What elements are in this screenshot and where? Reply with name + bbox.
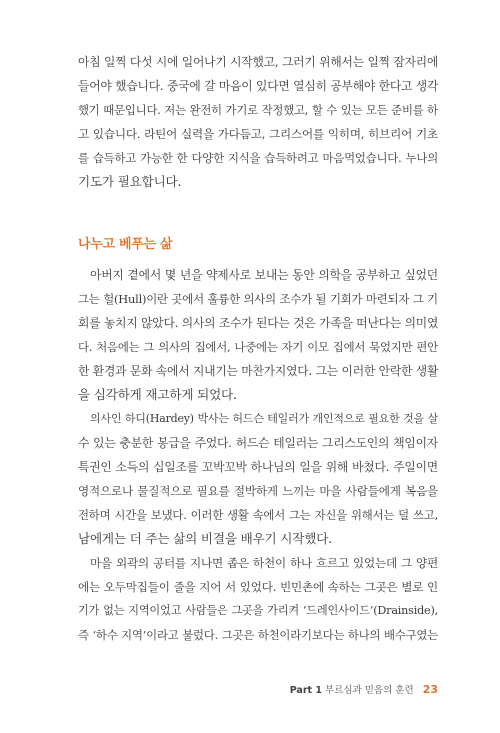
text-line: 고 있습니다. 라틴어 실력을 가다듬고, 그리스어를 익히며, 히브리어 기초 bbox=[78, 127, 438, 141]
text-line: 전하며 시간을 보냈다. 이러한 생활 속에서 그는 자신을 위해서는 덜 쓰고, bbox=[78, 508, 438, 522]
text-line: 에는 오두막집들이 줄을 지어 서 있었다. 빈민촌에 속하는 그곳은 별로 인 bbox=[78, 580, 438, 594]
text-line: 기도가 필요합니다. bbox=[78, 174, 182, 189]
text-line: 특권인 소득의 십일조를 꼬박꼬박 하나님의 일을 위해 바쳤다. 주일이면 bbox=[78, 460, 438, 474]
text-line: 영적으로나 물질적으로 필요를 절박하게 느끼는 마을 사람들에게 복음을 bbox=[78, 484, 438, 498]
page-footer bbox=[290, 682, 438, 696]
text-line: 회를 놓치지 않았다. 의사의 조수가 된다는 것은 가족을 떠난다는 의미였 bbox=[78, 316, 439, 330]
section-heading: 나누고 베푸는 삶 bbox=[78, 237, 173, 252]
text-line: 을 심각하게 재고하게 되었다. bbox=[78, 387, 237, 402]
text-line: 다. 처음에는 그 의사의 집에서, 나중에는 자기 이모 집에서 묵었지만 편안 bbox=[78, 340, 438, 354]
text-line: 마을 외곽의 공터를 지나면 좁은 하천이 하나 흐르고 있었는데 그 양편 bbox=[90, 556, 438, 570]
text-line: 아버지 곁에서 몇 년을 약제사로 보내는 동안 의학을 공부하고 싶었던 bbox=[90, 268, 438, 282]
page-number: 23 bbox=[422, 683, 438, 696]
footer-chapter-title: 부르심과 믿음의 훈련 bbox=[325, 685, 414, 696]
text-line: 수 있는 충분한 봉급을 주었다. 허드슨 테일러는 그리스도인의 책임이자 bbox=[78, 436, 438, 450]
text-line: 의사인 하디(Hardey) 박사는 허드슨 테일러가 개인적으로 필요한 것을 살 bbox=[90, 412, 438, 425]
text-line: 를 습득하고 가능한 한 다양한 지식을 습득하려고 마음먹었습니다. 누나의 bbox=[78, 151, 438, 165]
text-line: 기가 없는 지역이었고 사람들은 그곳을 가리켜 ‘드레인사이드’(Drainside), bbox=[78, 604, 438, 617]
text-line: 한 환경과 문화 속에서 지내기는 마찬가지였다. 그는 이러한 안락한 생활 bbox=[78, 364, 439, 378]
text-line: 했기 때문입니다. 저는 완전히 가기로 작정했고, 할 수 있는 모든 준비를 하 bbox=[78, 103, 438, 117]
text-line: 아침 일찍 다섯 시에 일어나기 시작했고, 그러기 위해서는 일찍 잠자리에 bbox=[78, 55, 439, 69]
text-line: 즉 ‘하수 지역’이라고 불렀다. 그곳은 하천이라기보다는 하나의 배수구였는 bbox=[78, 628, 438, 642]
paragraph-block-1 bbox=[78, 50, 438, 194]
paragraph-block-2 bbox=[78, 263, 438, 647]
text-line: 들어야 했습니다. 중국에 갈 마음이 있다면 열심히 공부해야 한다고 생각 bbox=[78, 79, 439, 93]
text-line: 그는 헐(Hull)이란 곳에서 훌륭한 의사의 조수가 될 기회가 마련되자 그 기 bbox=[78, 292, 438, 306]
footer-part-label: Part 1 bbox=[289, 685, 322, 696]
text-line: 남에게는 더 주는 삶의 비결을 배우기 시작했다. bbox=[78, 531, 332, 546]
